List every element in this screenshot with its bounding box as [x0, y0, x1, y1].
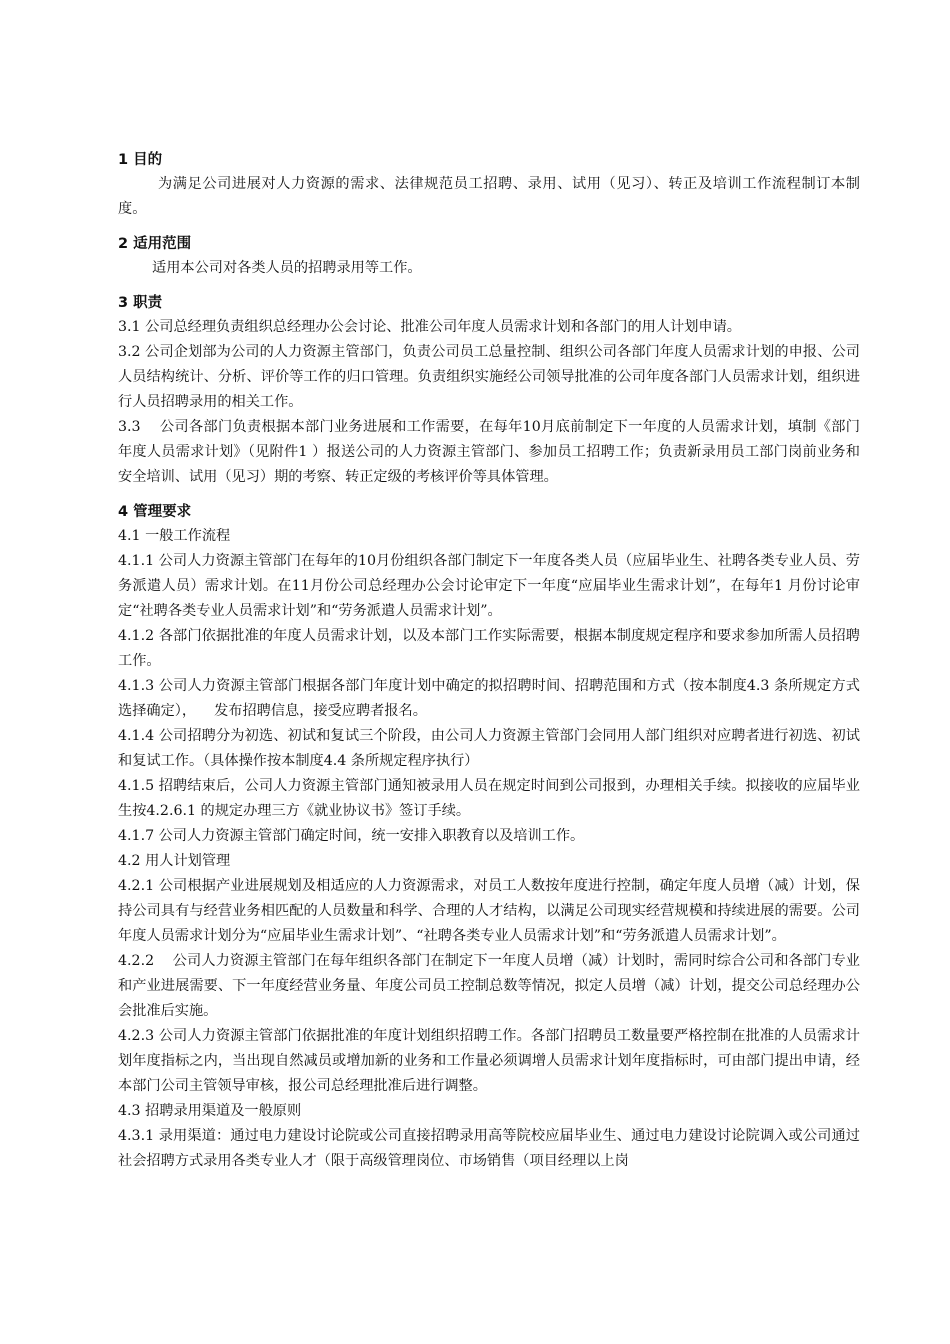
section-heading: 3 职责 — [118, 295, 163, 311]
paragraph: 适用本公司对各类人员的招聘录用等工作。 — [152, 260, 422, 276]
paragraph: 3.1 公司总经理负责组织总经理办公会讨论、批准公司年度人员需求计划和各部门的用人计划申请。 — [118, 319, 741, 335]
paragraph: 4.1.7 公司人力资源主管部门确定时间，统一安排入职教育以及培训工作。 — [118, 828, 585, 844]
paragraph: 3.3 公司各部门负责根据本部门业务进展和工作需要，在每年10月底前制定下一年度的人员需求计划，填制《部门 年度人员需求计划》（见附件1 ）报送公司的人力资源主管部门、参加员工招聘工作；负责新录用员工部门岗前业务和安全培训、试用（见习）期的考察、转正定级的考核评价等具体管理。 — [118, 419, 924, 485]
paragraph: 4.1.4 公司招聘分为初选、初试和复试三个阶段，由公司人力资源主管部门会同用人部门组织对应聘者进行初选、初试和复试工作。（具体操作按本制度4.4 条所规定程序执行） — [118, 728, 860, 769]
paragraph: 4.3 招聘录用渠道及一般原则 — [118, 1103, 302, 1119]
paragraph: 4.2.2 公司人力资源主管部门在每年组织各部门在制定下一年度人员增（减）计划时，需同时综合公司和各部门专业和产业进展需要、下一年度经营业务量、年度公司员工控制总数等情况，拟定人员增（减）计划，提交公司总经理办公会批准后实施。 — [118, 953, 860, 1019]
section-gap — [118, 281, 860, 291]
paragraph: 4.2 用人计划管理 — [118, 853, 231, 869]
section-heading: 1 目的 — [118, 152, 163, 168]
section-heading: 2 适用范围 — [118, 236, 192, 252]
section-gap — [118, 222, 860, 232]
paragraph: 3.2 公司企划部为公司的人力资源主管部门，负责公司员工总量控制、组织公司各部门年度人员需求计划的申报、公司人员结构统计、分析、评价等工作的归口管理。负责组织实施经公司领导批准的公司年度各部门人员需求计划，组织进行人员招聘录用的相关工作。 — [118, 344, 860, 410]
paragraph: 4.1 一般工作流程 — [118, 528, 231, 544]
section-1 — [118, 148, 860, 222]
paragraph: 4.1.2 各部门依据批准的年度人员需求计划，以及本部门工作实际需要，根据本制度规定程序和要求参加所需人员招聘工作。 — [118, 628, 860, 669]
section-gap — [118, 490, 860, 500]
paragraph: 4.1.1 公司人力资源主管部门在每年的10月份组织各部门制定下一年度各类人员（应届毕业生、社聘各类专业人员、劳务派遣人员）需求计划。在11月份公司总经理办公会讨论审定下一年度“应届毕业生需求计划”，在每年1 月份讨论审定“社聘各类专业人员需求计划”和“劳务派遣人员需求计划”。 — [118, 553, 860, 619]
document-body — [118, 148, 924, 1174]
paragraph: 4.3.1 录用渠道：通过电力建设讨论院或公司直接招聘录用高等院校应届毕业生、通过电力建设讨论院调入或公司通过社会招聘方式录用各类专业人才（限于高级管理岗位、市场销售（项目经理以上岗 — [118, 1128, 860, 1169]
section-3 — [118, 291, 924, 490]
section-4 — [118, 500, 860, 1174]
paragraph: 4.1.3 公司人力资源主管部门根据各部门年度计划中确定的拟招聘时间、招聘范围和方式（按本制度4.3 条所规定方式选择确定）， 发布招聘信息，接受应聘者报名。 — [118, 678, 860, 719]
paragraph: 4.2.1 公司根据产业进展规划及相适应的人力资源需求，对员工人数按年度进行控制，确定年度人员增（减）计划，保持公司具有与经营业务相匹配的人员数量和科学、合理的人才结构，以满足公司现实经营规模和持续进展的需要。公司年度人员需求计划分为“应届毕业生需求计划”、“社聘各类专业人员需求计划”和“劳务派遣人员需求计划”。 — [118, 878, 860, 944]
paragraph: 4.2.3 公司人力资源主管部门依据批准的年度计划组织招聘工作。各部门招聘员工数量要严格控制在批准的人员需求计划年度指标之内，当出现自然减员或增加新的业务和工作量必须调增人员需求计划年度指标时，可由部门提出申请，经本部门公司主管领导审核，报公司总经理批准后进行调整。 — [118, 1028, 860, 1094]
paragraph: 为满足公司进展对人力资源的需求、法律规范员工招聘、录用、试用（见习）、转正及培训工作流程制订本制度。 — [118, 176, 860, 217]
paragraph: 4.1.5 招聘结束后，公司人力资源主管部门通知被录用人员在规定时间到公司报到，办理相关手续。拟接收的应届毕业生按4.2.6.1 的规定办理三方《就业协议书》签订手续。 — [118, 778, 860, 819]
section-2 — [118, 232, 860, 281]
section-heading: 4 管理要求 — [118, 504, 192, 520]
